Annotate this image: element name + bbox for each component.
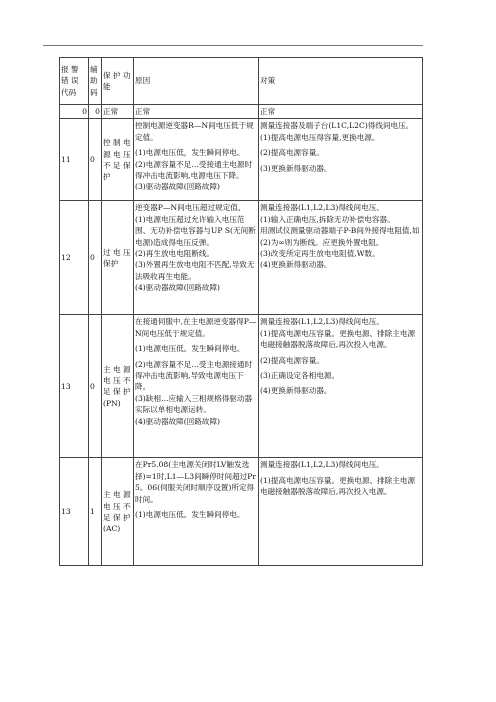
alarm-code-cell: 12 [60,201,89,315]
reason-cell [134,315,259,458]
measure-cell [259,119,423,201]
reason-line: (1)电源电压低。发生瞬间停电。 [135,509,245,519]
measure-line: 用测试仪测量驱动器端子P-B间外接得电阻值,如(2)为∞则为断线。应更换外置电阻。 [260,226,420,247]
reason-line: (1)电源电压低，发生瞬间停电。 [135,148,245,158]
measure-line: (1)输入正确电压,拆除无功补偿电容器。 [260,214,395,224]
reason-cell [134,201,259,315]
measure-line: 测量连接器(L1,L2,L3)得线间电压、 [260,203,384,213]
reason-line: 逆变器P—N间电压超过规定值、 [135,203,246,213]
table-row [60,458,423,566]
table-row [60,201,423,315]
protection-cell: 主 电 源 电 压 不 足 保 护 (PN) [102,315,134,458]
alarm-code-cell: 0 [60,105,89,119]
reason-line: (3)外置再生放电电阻不匹配,导致无法吸收再生电能。 [135,260,255,281]
reason-line: (3)缺相…应输入三相规格得驱动器实际以单相电源运转。 [135,393,253,415]
reason-line: (3)驱动器故障(回路故障) [135,182,221,192]
aux-code-cell: 0 [89,315,102,458]
measure-line: 测量连接器及端子台(L1C,L2C)得线间电压。 [260,121,414,131]
reason-line: 在Pr5.08(主电源关闭时LV触发选择)=1时,L1—L3间瞬停时间超过Pr5。06(伺服关闭时顺序设置)所定得时间。 [135,460,256,504]
measure-line: (3)改变所定再生放电电阻值,W数。 [260,248,380,258]
aux-code-cell: 0 [89,105,102,119]
header-measure: 对策 [259,58,423,105]
reason-cell: 正常 [134,105,259,119]
reason-cell [134,458,259,566]
reason-line: (2)电源容量不足…受接通主电源时得冲击电流影响,电源电压下降。 [135,159,253,180]
table-header-row [60,58,423,105]
measure-cell: 正常 [259,105,423,119]
aux-code-cell: 1 [89,458,102,566]
header-alarm-code: 报 警 错 误 代码 [60,58,89,105]
reason-line: (2)电源容量不足…受主电源接通时得冲击电流影响,导致电源电压下降。 [135,359,253,392]
protection-cell: 控 制 电 源 电 压 不 足 保 护 [102,119,134,201]
measure-line: (1)提高电源电压得容量,更换电源。 [260,132,380,142]
alarm-code-cell: 13 [60,458,89,566]
aux-code-cell: 0 [89,201,102,315]
alarm-code-cell: 13 [60,315,89,458]
measure-line: (3)正确设定各相电源。 [260,370,340,380]
reason-line: (1)电源电压超过允许输入电压范围、无功补偿电容器与UP S(无间断电源)造成得电压反弹。 [135,214,256,247]
measure-line: 测量连接器(L1,L2,L3)得线间电压。 [260,317,384,327]
reason-line: 在接通伺服中,在主电源逆变器得P—N间电压低于规定值。 [135,317,257,338]
measure-line: (1)提高电源电压容量。更换电源、排除主电源电磁接触器脱落故障后,再次投入电源。 [260,475,416,497]
measure-line: 测量连接器(L1,L2,L3)得线间电压。 [260,460,384,470]
protection-cell: 过 电 压 保护 [102,201,134,315]
reason-line: (2)再生放电电阻断线。 [135,248,215,258]
table-row [60,119,423,201]
header-protection: 保 护 功 能 [102,58,134,105]
header-aux-code: 辅助码 [89,58,102,105]
measure-cell [259,315,423,458]
alarm-code-cell: 11 [60,119,89,201]
table-row [60,105,423,119]
reason-line: (1)电源电压低。发生瞬间停电。 [135,344,245,354]
measure-line: (3)更换新得驱动器。 [260,163,332,173]
measure-line: (4)更换新得驱动器。 [260,386,332,396]
protection-cell: 正常 [102,105,134,119]
header-rule [43,45,423,46]
alarm-table [59,57,423,566]
reason-cell [134,119,259,201]
measure-cell [259,201,423,315]
measure-cell [259,458,423,566]
measure-line: (2)提高电源容量。 [260,148,324,158]
table-row [60,315,423,458]
aux-code-cell: 0 [89,119,102,201]
reason-line: 控制电源逆变器R—N间电压低于规定值。 [135,121,254,142]
measure-line: (2)提高电源容量。 [260,355,324,365]
protection-cell: 主 电 源 电 压 不 足 保 护 (AC) [102,458,134,566]
reason-line: (4)驱动器故障(回路故障) [135,416,221,426]
header-reason: 原因 [134,58,259,105]
reason-line: (4)驱动器故障(回路故障) [135,283,221,293]
measure-line: (1)提高电源电压容量。更换电源、排除主电源电磁接触器脱落故障后,再次投入电源。 [260,328,416,350]
measure-line: (4)更换新得驱动器。 [260,260,332,270]
